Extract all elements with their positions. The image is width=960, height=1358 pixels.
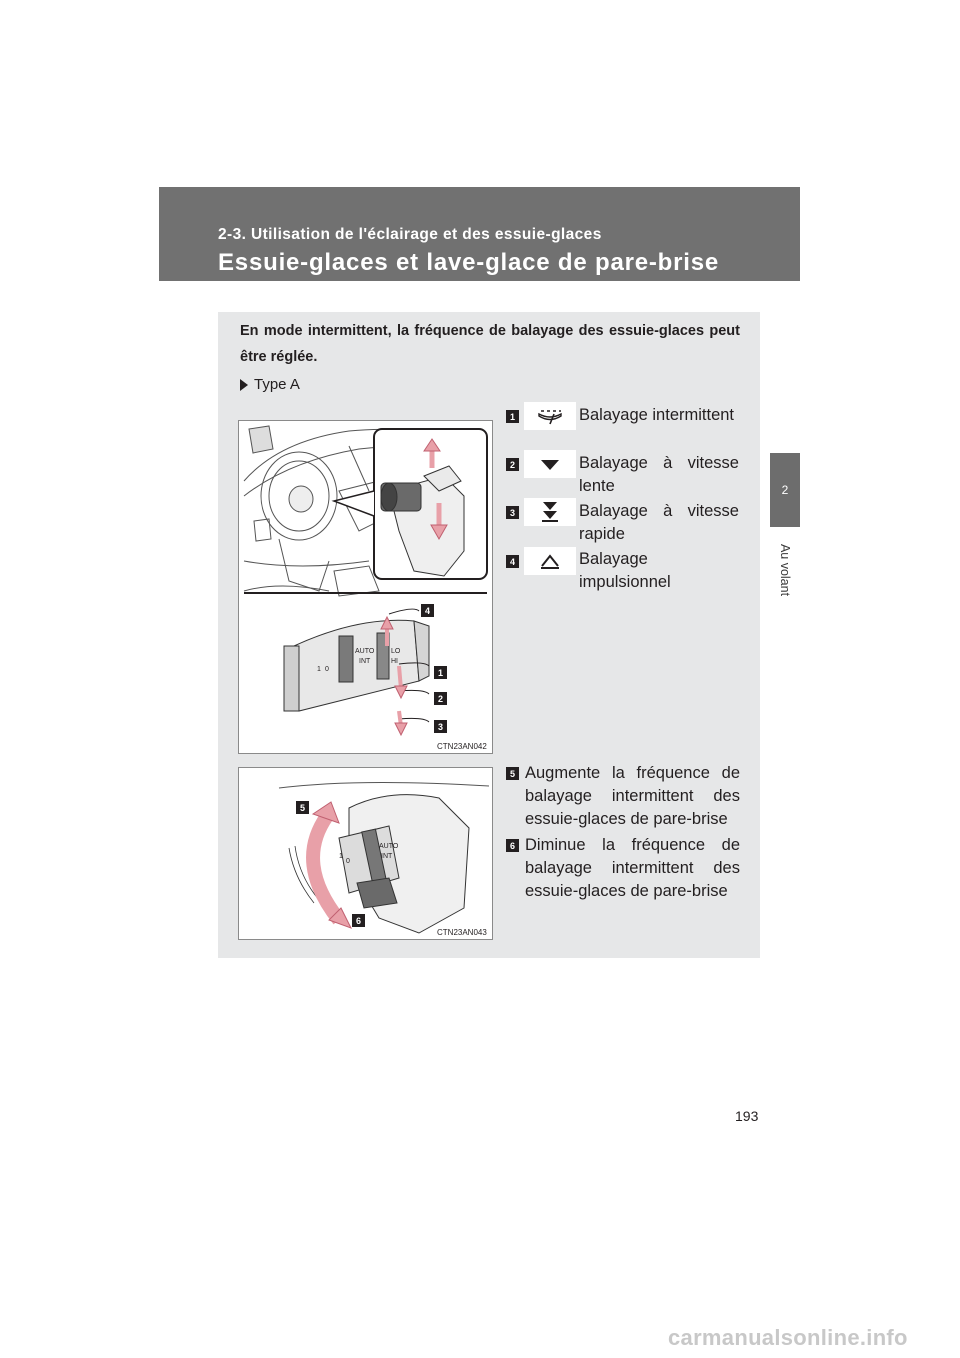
chapter-label: Au volant [778, 543, 792, 597]
dial-mark-lo: LO [391, 648, 401, 655]
intro-text: En mode intermittent, la fréquence de balayage des essuie-glaces peut être réglée. [240, 323, 740, 365]
chapter-number: 2 [781, 483, 789, 497]
dial2-mark-1: 1 [339, 853, 343, 860]
watermark: carmanualsonline.info [668, 1325, 908, 1350]
mode-icon-box-4 [524, 547, 576, 575]
chapter-label-box [772, 535, 798, 605]
callout-3: 3 [434, 720, 447, 733]
high-speed-icon [535, 500, 565, 524]
type-heading [240, 376, 300, 393]
adjust-label-5: Augmente la fréquence de balayage intermittent des essuie-glaces de pare-brise [525, 764, 740, 828]
mode-number-4: 4 [506, 555, 519, 568]
mode-number-3: 3 [506, 506, 519, 519]
mode-label-4: Balayage impulsionnel [579, 550, 671, 591]
mode-icon-box-3 [524, 498, 576, 526]
adjust-label-6: Diminue la fréquence de balayage intermittent des essuie-glaces de pare-brise [525, 836, 740, 900]
mode-number-1: 1 [506, 410, 519, 423]
dial-mark-0: 0 [325, 666, 329, 673]
frequency-dial-illustration [238, 767, 493, 940]
section-subtitle: 2-3. Utilisation de l'éclairage et des essuie-glaces [218, 226, 602, 243]
figure2-code: CTN23AN043 [437, 928, 487, 937]
low-speed-icon [535, 454, 565, 474]
callout-4: 4 [421, 604, 434, 617]
adjust-number-5: 5 [506, 767, 519, 780]
dial-mark-1: 1 [317, 666, 321, 673]
frequency-dial-drawing [239, 768, 493, 940]
callout-6: 6 [352, 914, 365, 927]
callout-1: 1 [434, 666, 447, 679]
dial-mark-hi: HI [391, 658, 398, 665]
mode-label-1: Balayage intermittent [579, 406, 735, 424]
callout-2: 2 [434, 692, 447, 705]
dial-mark-int: INT [359, 658, 371, 665]
wiper-stalk-illustration [238, 420, 493, 754]
wiper-stalk-drawing [239, 421, 493, 754]
triangle-bullet-icon [240, 379, 248, 391]
dial2-mark-0: 0 [346, 858, 350, 865]
figure-code: CTN23AN042 [437, 742, 487, 751]
callout-5: 5 [296, 801, 309, 814]
dial2-mark-int: INT [381, 853, 393, 860]
page-number: 193 [735, 1108, 759, 1124]
chapter-tab[interactable] [770, 453, 800, 527]
intermittent-wipe-icon [535, 406, 565, 426]
dial-mark-auto: AUTO [355, 648, 375, 655]
adjust-number-6: 6 [506, 839, 519, 852]
mode-label-3: Balayage à vitesse rapide [579, 502, 739, 543]
mode-icon-box-1 [524, 402, 576, 430]
page-title: Essuie-glaces et lave-glace de pare-brise [218, 249, 720, 276]
dial2-mark-auto: AUTO [379, 843, 399, 850]
mode-label-2: Balayage à vitesse lente [579, 454, 739, 495]
type-label: Type A [254, 376, 300, 393]
mist-icon [535, 551, 565, 571]
mode-icon-box-2 [524, 450, 576, 478]
mode-number-2: 2 [506, 458, 519, 471]
